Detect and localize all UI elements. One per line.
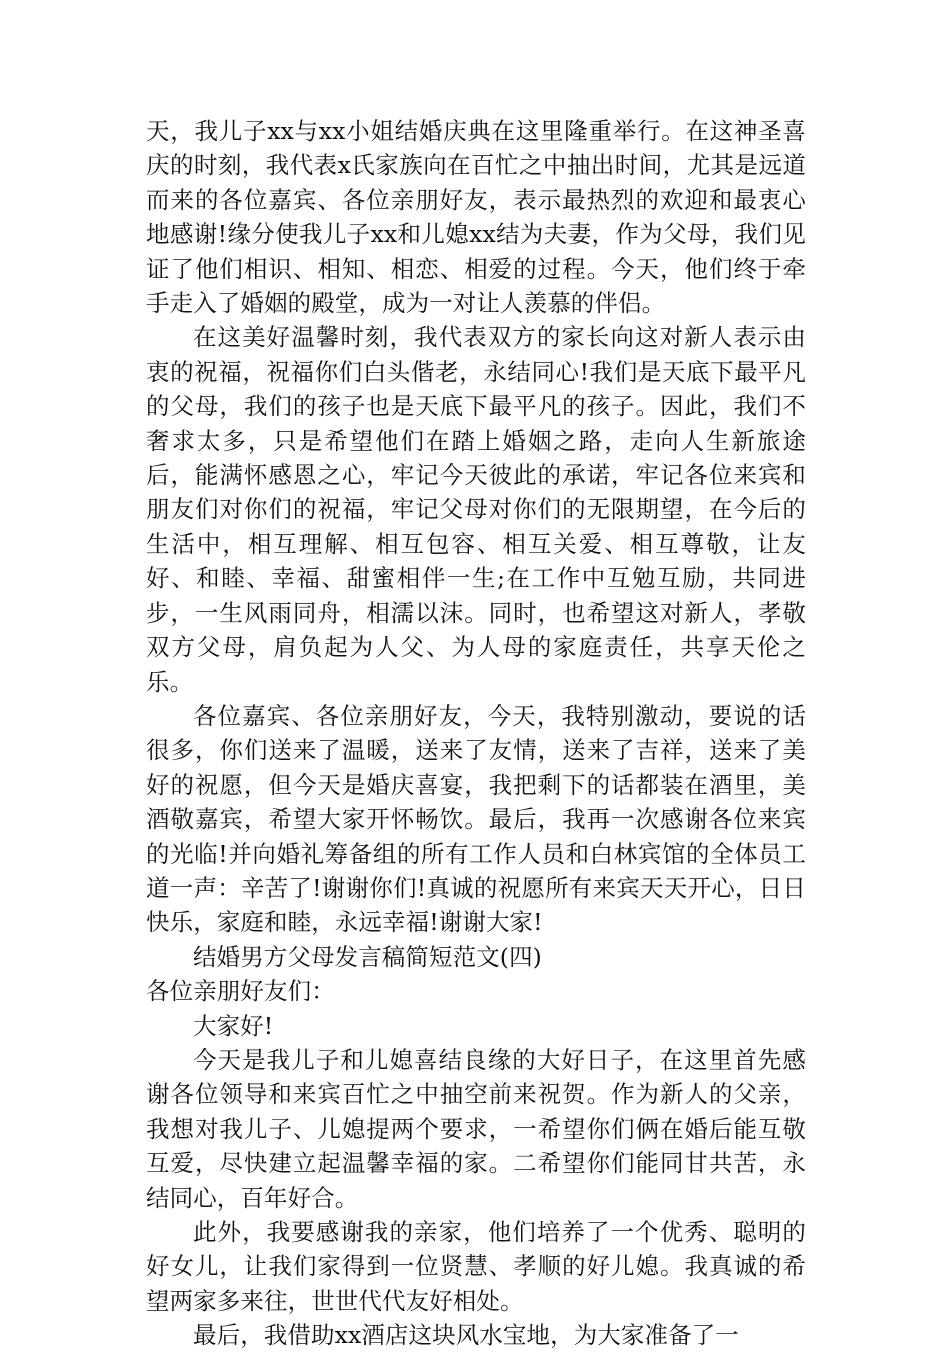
paragraph-1: 天，我儿子xx与xx小姐结婚庆典在这里隆重举行。在这神圣喜庆的时刻，我代表x氏家族向在百忙之中抽出时间，尤其是远道而来的各位嘉宾、各位亲朋好友，表示最热烈的欢迎和最衷心地感谢!缘分使我儿子xx和儿媳xx结为夫妻，作为父母，我们见证了他们相识、相知、相恋、相爱的过程。今天，他们终于牵手走入了婚姻的殿堂，成为一对让人羡慕的伴侣。 xyxy=(146,117,806,318)
paragraph-2: 在这美好温馨时刻，我代表双方的家长向这对新人表示由衷的祝福，祝福你们白头偕老，永结同心!我们是天底下最平凡的父母，我们的孩子也是天底下最平凡的孩子。因此，我们不奢求太多，只是希望他们在踏上婚姻之路，走向人生新旅途后，能满怀感恩之心，牢记今天彼此的承诺，牢记各位来宾和朋友们对你们的祝福，牢记父母对你们的无限期望，在今后的生活中，相互理解、相互包容、相互关爱、相互尊敬，让友好、和睦、幸福、甜蜜相伴一生;在工作中互勉互励，共同进步，一生风雨同舟，相濡以沫。同时，也希望这对新人，孝敬双方父母，肩负起为人父、为人母的家庭责任，共享天伦之乐。 xyxy=(146,323,806,696)
paragraph-5: 此外，我要感谢我的亲家，他们培养了一个优秀、聪明的好女儿，让我们家得到一位贤慧、孝顺的好儿媳。我真诚的希望两家多来往，世世代代友好相处。 xyxy=(146,1218,806,1315)
greeting: 大家好! xyxy=(193,1011,274,1040)
paragraph-4: 今天是我儿子和儿媳喜结良缘的大好日子，在这里首先感谢各位领导和来宾百忙之中抽空前来祝贺。作为新人的父亲，我想对我儿子、儿媳提两个要求，一希望你们俩在婚后能互敬互爱，尽快建立起温馨幸福的家。二希望你们能同甘共苦，永结同心，百年好合。 xyxy=(146,1045,806,1212)
section-heading: 结婚男方父母发言稿简短范文(四) xyxy=(193,942,542,971)
paragraph-6: 最后，我借助xx酒店这块风水宝地，为大家准备了一 xyxy=(193,1321,739,1350)
salutation: 各位亲朋好友们： xyxy=(146,977,335,1006)
document-page xyxy=(146,114,806,1353)
paragraph-3: 各位嘉宾、各位亲朋好友，今天，我特别激动，要说的话很多，你们送来了温暖，送来了友情，送来了吉祥，送来了美好的祝愿，但今天是婚庆喜宴，我把剩下的话都装在酒里，美酒敬嘉宾，希望大家开怀畅饮。最后，我再一次感谢各位来宾的光临!并向婚礼筹备组的所有工作人员和白林宾馆的全体员工道一声：辛苦了!谢谢你们!真诚的祝愿所有来宾天天开心，日日快乐，家庭和睦，永远幸福!谢谢大家! xyxy=(146,701,806,937)
